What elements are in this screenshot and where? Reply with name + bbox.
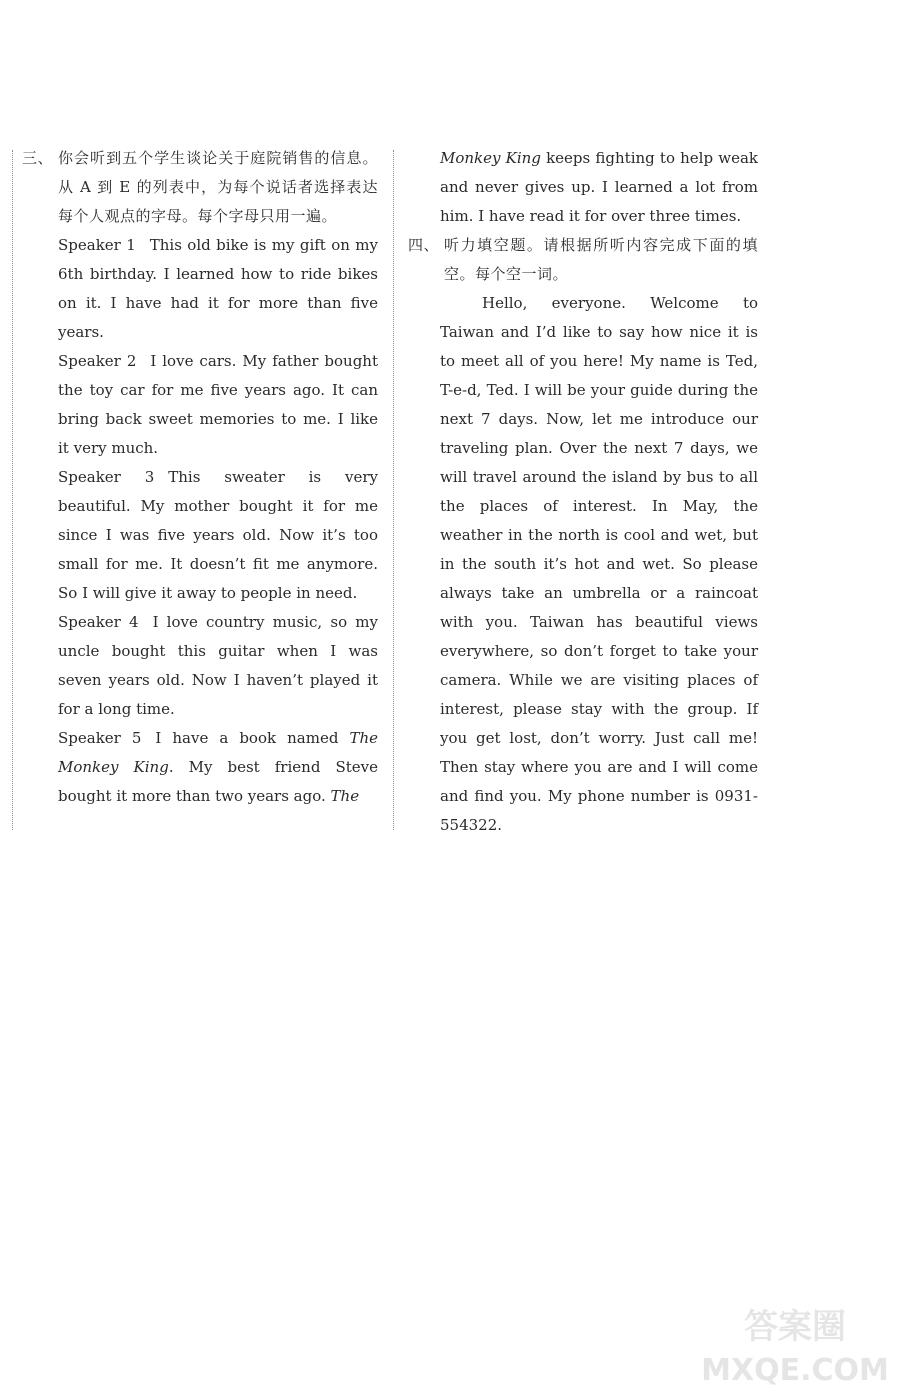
speaker-text-cont: . My best friend Steve bought it more than two years ago. <box>58 758 378 805</box>
book-title-end: Monkey King <box>440 149 541 167</box>
section-3-heading <box>22 144 378 231</box>
speaker-label: Speaker 4 <box>58 613 139 631</box>
listening-passage: Hello, everyone. Welcome to Taiwan and I’d like to say how nice it is to meet all of you here! My name is Ted, T-e-d, Ted. I will be your guide during the next 7 days. Now, let me introduce our traveling plan. Over the next 7 days, we will travel around the island by bus to all the places of interest. In May, the weather in the north is cool and wet, but in the south it’s hot and wet. So please always take an umbrella or a raincoat with you. Taiwan has beautiful views everywhere, so don’t forget to take your camera. While we are visiting places of interest, please stay with the group. If you get lost, don’t worry. Just call me! Then stay where you are and I will come and find you. My phone number is 0931-554322. <box>440 294 758 834</box>
speaker-4-paragraph <box>22 608 378 724</box>
speaker-label: Speaker 1 <box>58 236 136 254</box>
speaker-text: I have a book named <box>155 729 350 747</box>
section-4-instructions: 听力填空题。请根据所听内容完成下面的填空。每个空一词。 <box>444 236 758 283</box>
speaker-label: Speaker 5 <box>58 729 142 747</box>
section-4-number: 四、 <box>408 236 440 254</box>
book-title-start: The <box>330 787 360 805</box>
section-4-heading <box>408 231 758 289</box>
right-column <box>408 144 758 840</box>
speaker-text: I love country music, so my uncle bought this guitar when I was seven years old. Now I haven’t played it for a long time. <box>58 613 378 718</box>
speaker-label: Speaker 3 <box>58 468 155 486</box>
section-3-number: 三、 <box>22 149 54 167</box>
continuation-text: keeps fighting to help weak and never gives up. I learned a lot from him. I have read it for over three times. <box>440 149 758 225</box>
book-title: The Monkey King <box>58 729 378 776</box>
speaker-label: Speaker 2 <box>58 352 137 370</box>
speaker-3-paragraph <box>22 463 378 608</box>
speaker-text: This old bike is my gift on my 6th birthday. I learned how to ride bikes on it. I have had it for more than five years. <box>58 236 378 341</box>
watermark-line1: 答案圈 <box>744 1307 846 1347</box>
column-divider <box>393 150 394 830</box>
left-column <box>22 144 378 811</box>
watermark-line2: MXQE.COM <box>701 1353 889 1388</box>
speaker-1-paragraph <box>22 231 378 347</box>
speaker-5-continuation <box>408 144 758 231</box>
watermark-logo <box>700 1298 890 1388</box>
speaker-5-paragraph <box>22 724 378 811</box>
speaker-text: I love cars. My father bought the toy car for me five years ago. It can bring back sweet memories to me. I like it very much. <box>58 352 378 457</box>
speaker-text: This sweater is very beautiful. My mother bought it for me since I was five years old. Now it’s too small for me. It doesn’t fit me anymore. So I will give it away to people in need. <box>58 468 378 602</box>
speaker-2-paragraph <box>22 347 378 463</box>
section-3-instructions: 你会听到五个学生谈论关于庭院销售的信息。从 A 到 E 的列表中，为每个说话者选择表达每个人观点的字母。每个字母只用一遍。 <box>58 149 378 225</box>
left-margin-rule <box>12 150 13 830</box>
